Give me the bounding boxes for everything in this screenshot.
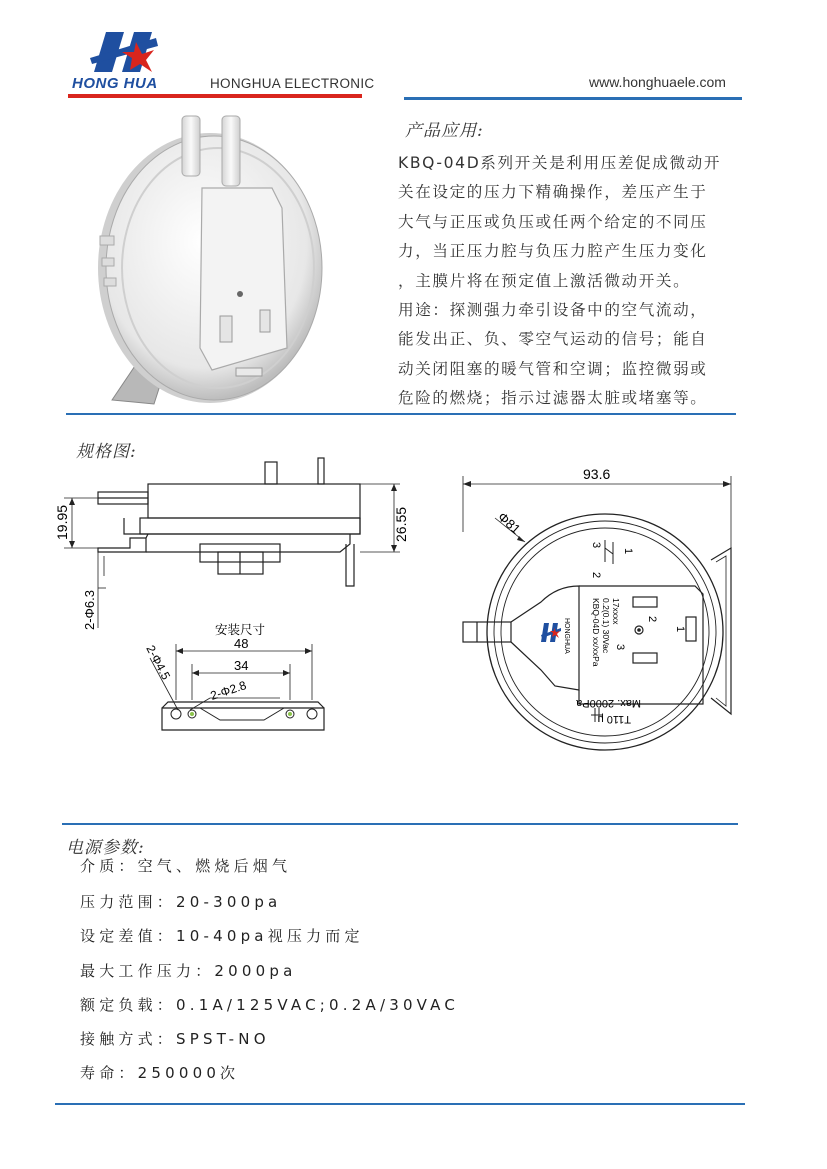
side-view-drawing — [50, 452, 430, 642]
dim-diameter: Φ81 — [494, 509, 524, 537]
term-2: 2 — [590, 572, 602, 579]
spec-item: 介质：空气、燃烧后烟气 — [80, 857, 292, 875]
term-1: 1 — [622, 548, 634, 555]
logo-text: HONG HUA — [72, 75, 158, 92]
logo — [72, 28, 168, 96]
application-title: 产品应用: — [405, 121, 484, 141]
application-line: ，主膜片将在预定值上激活微动开关。 — [398, 271, 691, 290]
spec-item: 接触方式：SPST-NO — [80, 1030, 270, 1048]
application-line: 能发出正、负、零空气运动的信号；能自 — [398, 330, 708, 349]
application-line: 关在设定的压力下精确操作，差压产生于 — [398, 183, 708, 202]
term-1b: 1 — [674, 626, 686, 633]
product-photo — [92, 108, 392, 413]
label-line-3: 17xxxx — [611, 598, 621, 625]
label-rating: Max. 2000Pa — [576, 697, 641, 709]
term-3: 3 — [590, 542, 602, 549]
application-line: 危险的燃烧；指示过滤器太脏或堵塞等。 — [398, 389, 708, 408]
header-rule-blue — [404, 97, 742, 100]
application-line: KBQ-04D系列开关是利用压差促成微动开 — [398, 154, 722, 172]
label-brand: HONGHUA — [563, 618, 570, 654]
footer-rule — [55, 1103, 745, 1105]
section-rule — [62, 823, 738, 825]
application-line: 大气与正压或负压或任两个给定的不同压 — [398, 212, 708, 231]
application-line: 力，当正压力腔与负压力腔产生压力变化 — [398, 242, 708, 261]
specs-title: 电源参数: — [66, 838, 145, 858]
section-rule — [66, 413, 736, 415]
spec-item: 设定差值：10-40pa视压力而定 — [80, 927, 364, 945]
application-line: 用途：探测强力牵引设备中的空气流动， — [398, 301, 708, 320]
mount-label: 安装尺寸 — [215, 623, 266, 637]
spec-item: 压力范围：20-300pa — [80, 893, 282, 911]
spec-item: 额定负载：0.1A/125VAC;0.2A/30VAC — [80, 996, 460, 1014]
mount-hole-b: 2-Φ2.8 — [208, 678, 249, 703]
dim-port: 2-Φ6.3 — [82, 589, 97, 630]
term-3b: 3 — [614, 644, 626, 651]
label-logo-icon — [541, 623, 561, 642]
front-view-drawing — [455, 462, 745, 762]
label-temp: T110 μ — [597, 713, 631, 725]
honghua-logo-icon — [78, 28, 168, 78]
company-name: HONGHUA ELECTRONIC — [210, 76, 375, 91]
spec-item: 寿命：250000次 — [80, 1064, 240, 1082]
spec-item: 最大工作压力：2000pa — [80, 962, 297, 980]
header-rule-red — [68, 94, 362, 98]
term-2b: 2 — [646, 616, 658, 623]
dim-height-b: 26.55 — [393, 506, 409, 542]
mount-outer: 48 — [234, 636, 249, 651]
mounting-drawing — [130, 618, 350, 743]
label-line-2: 0.2(0.1) 30Vac — [601, 598, 611, 654]
dim-width: 93.6 — [583, 466, 611, 482]
application-line: 动关闭阻塞的暖气管和空调；监控微弱或 — [398, 359, 708, 378]
mount-inner: 34 — [234, 658, 249, 673]
website: www.honghuaele.com — [589, 74, 726, 90]
mount-hole-a: 2-Φ4.5 — [143, 642, 174, 683]
application-text — [398, 149, 721, 414]
label-line-1: KBQ-04D xx/xxPa — [591, 598, 601, 667]
drawing-title: 规格图: — [76, 442, 137, 462]
dim-height-a: 19.95 — [54, 504, 70, 540]
